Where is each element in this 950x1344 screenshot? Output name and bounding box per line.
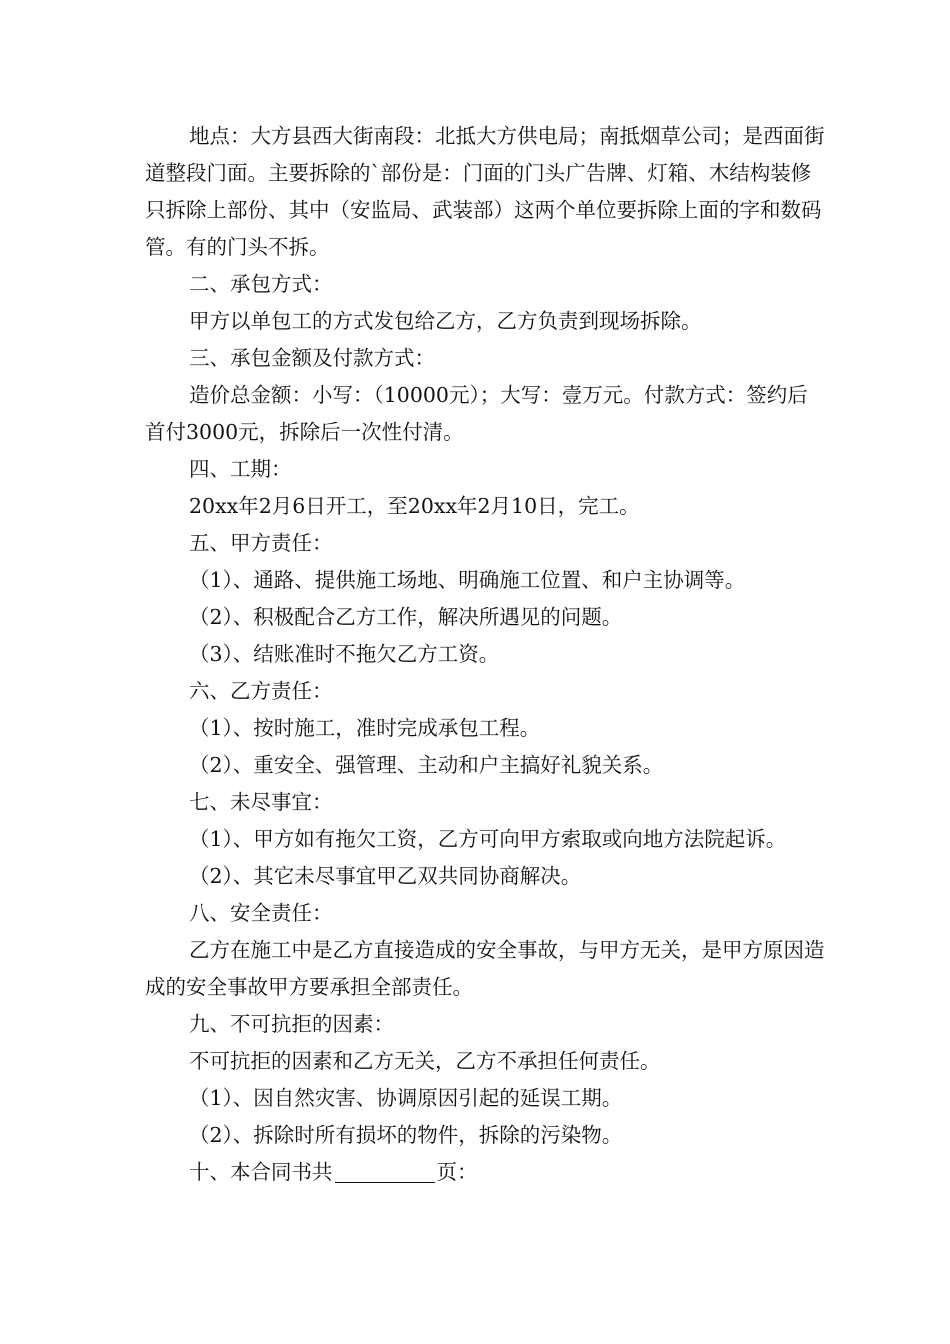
paragraph-location: 地点：大方县西大街南段：北抵大方供电局；南抵烟草公司；是西面街道整段门面。主要拆除的`部份是：门面的门头广告牌、灯箱、木结构装修只拆除上部份、其中（安监局、武装部）这两个单位要拆除上面的字和数码管。有的门头不拆。 [145, 124, 825, 259]
paragraph-safety: 乙方在施工中是乙方直接造成的安全事故，与甲方无关，是甲方原因造成的安全事故甲方要承担全部责任。 [145, 938, 825, 999]
page-count-blank [335, 1156, 435, 1183]
heading-amount-payment: 三、承包金额及付款方式： [189, 346, 435, 370]
list-item: （1）、通路、提供施工场地、明确施工位置、和户主协调等。 [189, 568, 746, 592]
list-item: （2）、其它未尽事宜甲乙双共同协商解决。 [189, 864, 582, 888]
heading-safety: 八、安全责任： [189, 901, 333, 925]
paragraph-schedule: 20xx年2月6日开工，至20xx年2月10日，完工。 [189, 494, 640, 518]
paragraph-force-majeure: 不可抗拒的因素和乙方无关，乙方不承担任何责任。 [189, 1049, 661, 1073]
heading-page-count [145, 1154, 825, 1191]
heading-other-matters: 七、未尽事宜： [189, 790, 333, 814]
list-item: （2）、拆除时所有损坏的物件，拆除的污染物。 [189, 1123, 623, 1147]
list-item: （2）、积极配合乙方工作，解决所遇见的问题。 [189, 605, 623, 629]
list-item: （2）、重安全、强管理、主动和户主搞好礼貌关系。 [189, 753, 664, 777]
heading-party-a-duties: 五、甲方责任： [189, 531, 333, 555]
paragraph-contract-method: 甲方以单包工的方式发包给乙方，乙方负责到现场拆除。 [189, 309, 702, 333]
list-item: （1）、甲方如有拖欠工资，乙方可向甲方索取或向地方法院起诉。 [189, 827, 787, 851]
list-item: （3）、结账准时不拖欠乙方工资。 [189, 642, 500, 666]
list-item: （1）、按时施工，准时完成承包工程。 [189, 716, 541, 740]
heading-contract-method: 二、承包方式： [189, 272, 333, 296]
heading-schedule: 四、工期： [189, 457, 292, 481]
heading-force-majeure: 九、不可抗拒的因素： [189, 1012, 394, 1036]
paragraph-amount-payment: 造价总金额：小写：（10000元）；大写：壹万元。付款方式：签约后首付3000元，拆除后一次性付清。 [145, 383, 808, 444]
heading-party-b-duties: 六、乙方责任： [189, 679, 333, 703]
page-count-prefix: 十、本合同书共 [189, 1160, 333, 1184]
list-item: （1）、因自然灾害、协调原因引起的延误工期。 [189, 1086, 623, 1110]
document-body [145, 118, 825, 1191]
page-count-suffix: 页： [436, 1160, 478, 1184]
